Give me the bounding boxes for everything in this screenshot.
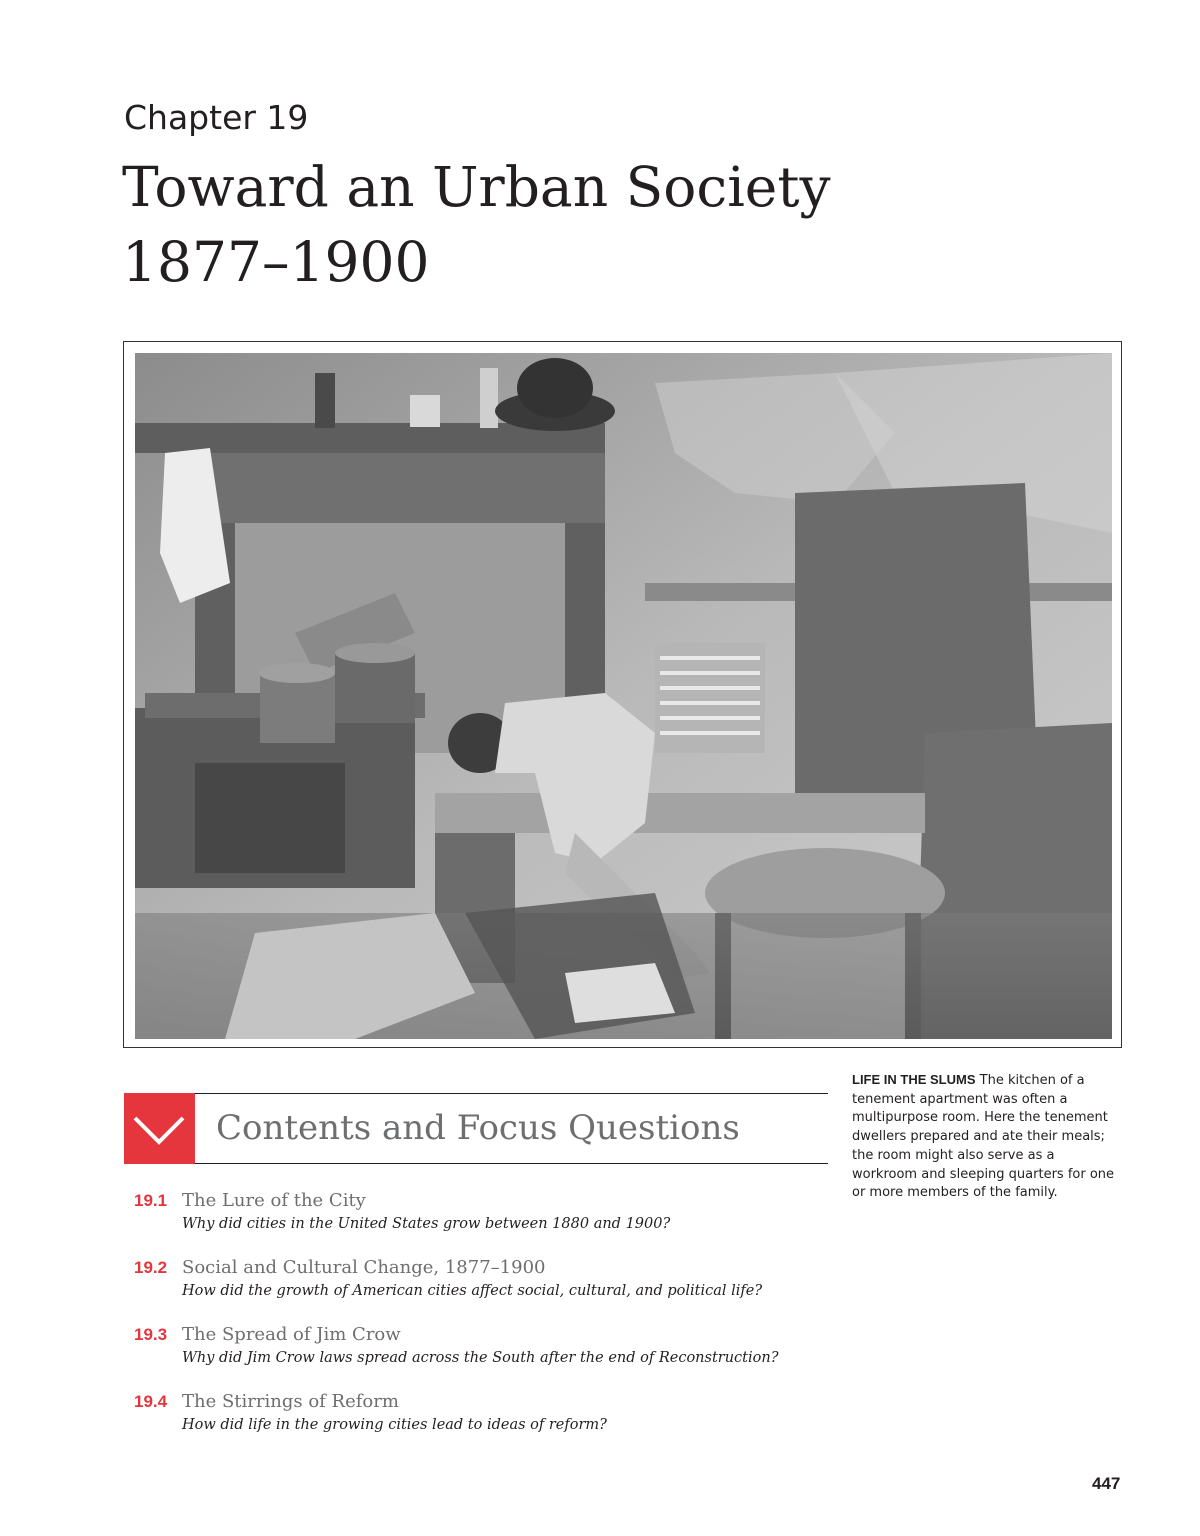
- contents-rule-bottom: [195, 1163, 828, 1164]
- section-number: 19.1: [134, 1191, 168, 1210]
- focus-question: How did life in the growing cities lead to ideas of reform?: [182, 1417, 607, 1433]
- caption-text: The kitchen of a tenement apartment was often a multipurpose room. Here the tenement dwellers prepared and ate their meals; the room might also serve as a workroom and sleeping quarters for one or more members of the family.: [852, 1073, 1115, 1201]
- focus-list: [134, 1190, 854, 1458]
- focus-question: Why did cities in the United States grow between 1880 and 1900?: [182, 1216, 671, 1232]
- page-number: 447: [1092, 1474, 1121, 1493]
- focus-item: [134, 1324, 854, 1391]
- chapter-title-years: 1877–1900: [122, 230, 430, 294]
- section-title: The Spread of Jim Crow: [182, 1324, 401, 1345]
- focus-item: [134, 1190, 854, 1257]
- section-number: 19.3: [134, 1325, 168, 1344]
- section-title: Social and Cultural Change, 1877–1900: [182, 1257, 546, 1278]
- tenement-kitchen-photo: [135, 353, 1112, 1039]
- chapter-title: [122, 150, 831, 300]
- chapter-title-line1: Toward an Urban Society: [122, 155, 831, 219]
- photo-caption: [852, 1071, 1122, 1203]
- focus-item: [134, 1391, 854, 1458]
- focus-item: [134, 1257, 854, 1324]
- section-title: The Stirrings of Reform: [182, 1391, 399, 1412]
- focus-question: Why did Jim Crow laws spread across the South after the end of Reconstruction?: [182, 1350, 779, 1366]
- contents-tab: [124, 1093, 195, 1164]
- section-number: 19.2: [134, 1258, 168, 1277]
- focus-question: How did the growth of American cities affect social, cultural, and political life?: [182, 1283, 763, 1299]
- chevron-down-icon: [124, 1093, 195, 1164]
- contents-heading: Contents and Focus Questions: [216, 1108, 740, 1148]
- section-title: The Lure of the City: [182, 1190, 366, 1211]
- contents-rule-top: [124, 1093, 828, 1094]
- section-number: 19.4: [134, 1392, 168, 1411]
- photo-illustration: [135, 353, 1112, 1039]
- chapter-label: Chapter 19: [124, 98, 309, 137]
- caption-label: LIFE IN THE SLUMS: [852, 1072, 976, 1087]
